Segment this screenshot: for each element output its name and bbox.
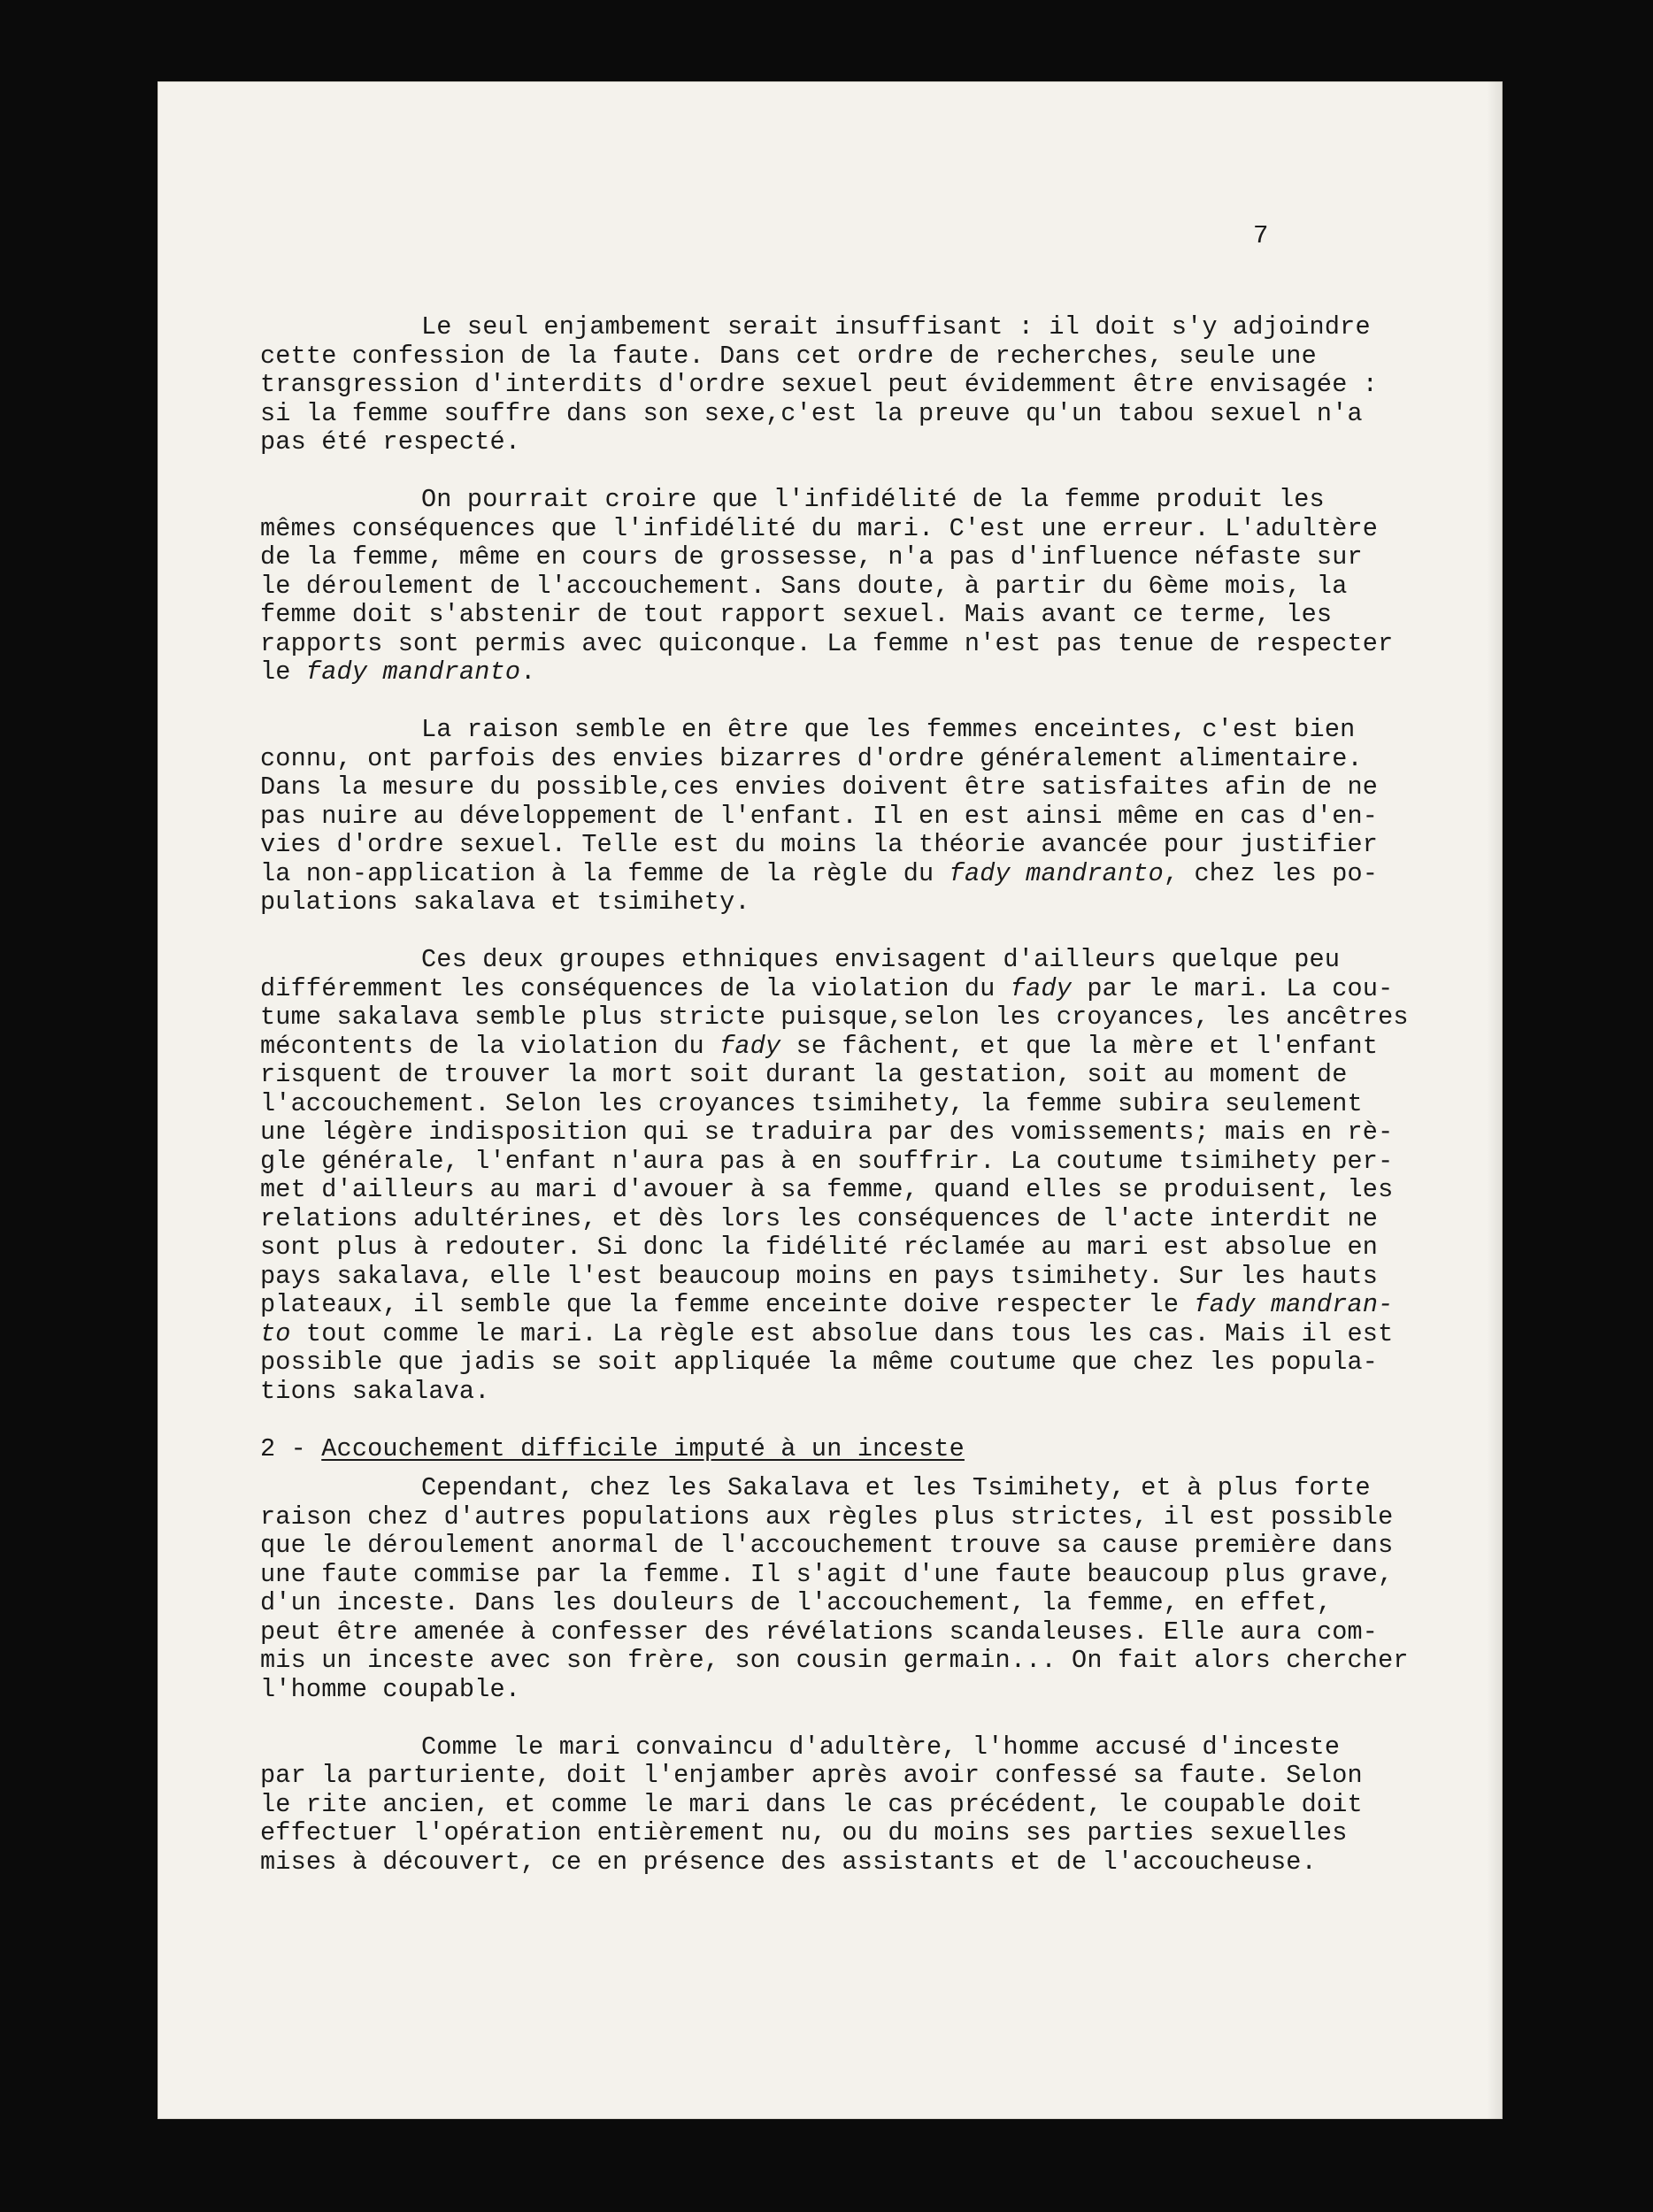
text-line bbox=[260, 1320, 1411, 1349]
text-fragment: le bbox=[260, 657, 306, 687]
paragraph bbox=[260, 313, 1411, 457]
italic-term: fady mandran- bbox=[1194, 1290, 1394, 1319]
text-line: sont plus à redouter. Si donc la fidélité réclamée au mari est absolue en bbox=[260, 1233, 1379, 1262]
paragraph bbox=[260, 1733, 1411, 1878]
italic-term: fady mandranto bbox=[949, 858, 1164, 888]
text-line: l'accouchement. Selon les croyances tsimihety, la femme subira seulement bbox=[260, 1088, 1363, 1118]
italic-term: to bbox=[260, 1318, 291, 1348]
text-fragment: par le mari. La cou- bbox=[1072, 973, 1394, 1003]
text-line: une légère indisposition qui se traduira par des vomissements; mais en rè- bbox=[260, 1118, 1394, 1147]
text-fragment: . bbox=[520, 657, 536, 687]
text-line: Cependant, chez les Sakalava et les Tsimihety, et à plus forte bbox=[421, 1473, 1371, 1502]
text-fragment: la non-application à la femme de la règle du bbox=[260, 858, 950, 888]
text-line: une faute commise par la femme. Il s'agit d'une faute beaucoup plus grave, bbox=[260, 1559, 1394, 1589]
text-line: pas nuire au développement de l'enfant. Il en est ainsi même en cas d'en- bbox=[260, 801, 1379, 831]
text-line: rapports sont permis avec quiconque. La femme n'est pas tenue de respecter bbox=[260, 628, 1394, 658]
paragraph bbox=[260, 946, 1411, 1406]
text-line: connu, ont parfois des envies bizarres d'ordre généralement alimentaire. bbox=[260, 743, 1363, 773]
text-line bbox=[260, 860, 1411, 889]
section-title: Accouchement difficile imputé à un inceste bbox=[321, 1433, 965, 1463]
document-page bbox=[158, 81, 1503, 2119]
text-fragment: plateaux, il semble que la femme enceinte doive respecter le bbox=[260, 1290, 1195, 1319]
section-number: 2 - bbox=[260, 1433, 322, 1463]
italic-term: fady mandranto bbox=[305, 657, 521, 687]
text-line: effectuer l'opération entièrement nu, ou du moins ses parties sexuelles bbox=[260, 1818, 1348, 1847]
text-line: Dans la mesure du possible,ces envies doivent être satisfaites afin de ne bbox=[260, 772, 1379, 802]
text-line: mêmes conséquences que l'infidélité du mari. C'est une erreur. L'adultère bbox=[260, 513, 1379, 543]
text-line: La raison semble en être que les femmes enceintes, c'est bien bbox=[421, 715, 1356, 744]
text-line: que le déroulement anormal de l'accouchement trouve sa cause première dans bbox=[260, 1531, 1394, 1560]
text-line: cette confession de la faute. Dans cet ordre de recherches, seule une bbox=[260, 341, 1317, 371]
text-fragment: différemment les conséquences de la violation du bbox=[260, 973, 1011, 1003]
text-line bbox=[260, 1033, 1411, 1062]
paragraph bbox=[260, 1474, 1411, 1704]
text-line: On pourrait croire que l'infidélité de la femme produit les bbox=[421, 485, 1325, 514]
italic-term: fady bbox=[1010, 973, 1073, 1003]
text-line: de la femme, même en cours de grossesse, n'a pas d'influence néfaste sur bbox=[260, 542, 1363, 572]
text-line: mises à découvert, ce en présence des assistants et de l'accoucheuse. bbox=[260, 1847, 1317, 1877]
text-line: tions sakalava. bbox=[260, 1376, 490, 1406]
section-heading bbox=[260, 1435, 1411, 1464]
text-fragment: , chez les po- bbox=[1163, 858, 1379, 888]
text-line: tume sakalava semble plus stricte puisque,selon les croyances, les ancêtres bbox=[260, 1002, 1409, 1032]
text-line: d'un inceste. Dans les douleurs de l'accouchement, la femme, en effet, bbox=[260, 1588, 1333, 1617]
text-line: raison chez d'autres populations aux règles plus strictes, il est possible bbox=[260, 1502, 1394, 1532]
text-line: peut être amenée à confesser des révélations scandaleuses. Elle aura com- bbox=[260, 1617, 1379, 1647]
paragraph bbox=[260, 486, 1411, 687]
text-line: Ces deux groupes ethniques envisagent d'ailleurs quelque peu bbox=[421, 945, 1341, 974]
text-line: met d'ailleurs au mari d'avouer à sa femme, quand elles se produisent, les bbox=[260, 1175, 1394, 1204]
text-fragment: mécontents de la violation du bbox=[260, 1031, 720, 1061]
text-line bbox=[260, 1291, 1411, 1320]
text-line: le rite ancien, et comme le mari dans le cas précédent, le coupable doit bbox=[260, 1789, 1363, 1819]
text-line: si la femme souffre dans son sexe,c'est la preuve qu'un tabou sexuel n'a bbox=[260, 398, 1363, 428]
text-line: transgression d'interdits d'ordre sexuel peut évidemment être envisagée : bbox=[260, 370, 1379, 399]
italic-term: fady bbox=[719, 1031, 781, 1061]
text-line: gle générale, l'enfant n'aura pas à en souffrir. La coutume tsimihety per- bbox=[260, 1146, 1394, 1176]
text-line: pulations sakalava et tsimihety. bbox=[260, 887, 750, 917]
text-line: relations adultérines, et dès lors les conséquences de l'acte interdit ne bbox=[260, 1203, 1379, 1233]
text-line bbox=[260, 658, 1411, 687]
text-line: mis un inceste avec son frère, son cousin germain... On fait alors chercher bbox=[260, 1646, 1409, 1675]
text-line: risquent de trouver la mort soit durant la gestation, soit au moment de bbox=[260, 1060, 1348, 1089]
text-line: pas été respecté. bbox=[260, 427, 521, 457]
text-line bbox=[260, 975, 1411, 1004]
text-line: Comme le mari convaincu d'adultère, l'homme accusé d'inceste bbox=[421, 1732, 1341, 1762]
text-line: vies d'ordre sexuel. Telle est du moins la théorie avancée pour justifier bbox=[260, 830, 1379, 859]
body-text bbox=[260, 313, 1411, 1906]
text-fragment: tout comme le mari. La règle est absolue dans tous les cas. Mais il est bbox=[290, 1318, 1394, 1348]
text-line: Le seul enjambement serait insuffisant : il doit s'y adjoindre bbox=[421, 312, 1371, 342]
text-line: pays sakalava, elle l'est beaucoup moins en pays tsimihety. Sur les hauts bbox=[260, 1261, 1379, 1291]
text-line: femme doit s'abstenir de tout rapport sexuel. Mais avant ce terme, les bbox=[260, 600, 1333, 629]
text-line: l'homme coupable. bbox=[260, 1674, 521, 1704]
text-line: possible que jadis se soit appliquée la même coutume que chez les popula- bbox=[260, 1348, 1379, 1377]
paragraph bbox=[260, 716, 1411, 918]
text-line: le déroulement de l'accouchement. Sans doute, à partir du 6ème mois, la bbox=[260, 571, 1348, 601]
page-number: 7 bbox=[1253, 221, 1269, 250]
text-fragment: se fâchent, et que la mère et l'enfant bbox=[780, 1031, 1379, 1061]
text-line: par la parturiente, doit l'enjamber après avoir confessé sa faute. Selon bbox=[260, 1761, 1363, 1790]
